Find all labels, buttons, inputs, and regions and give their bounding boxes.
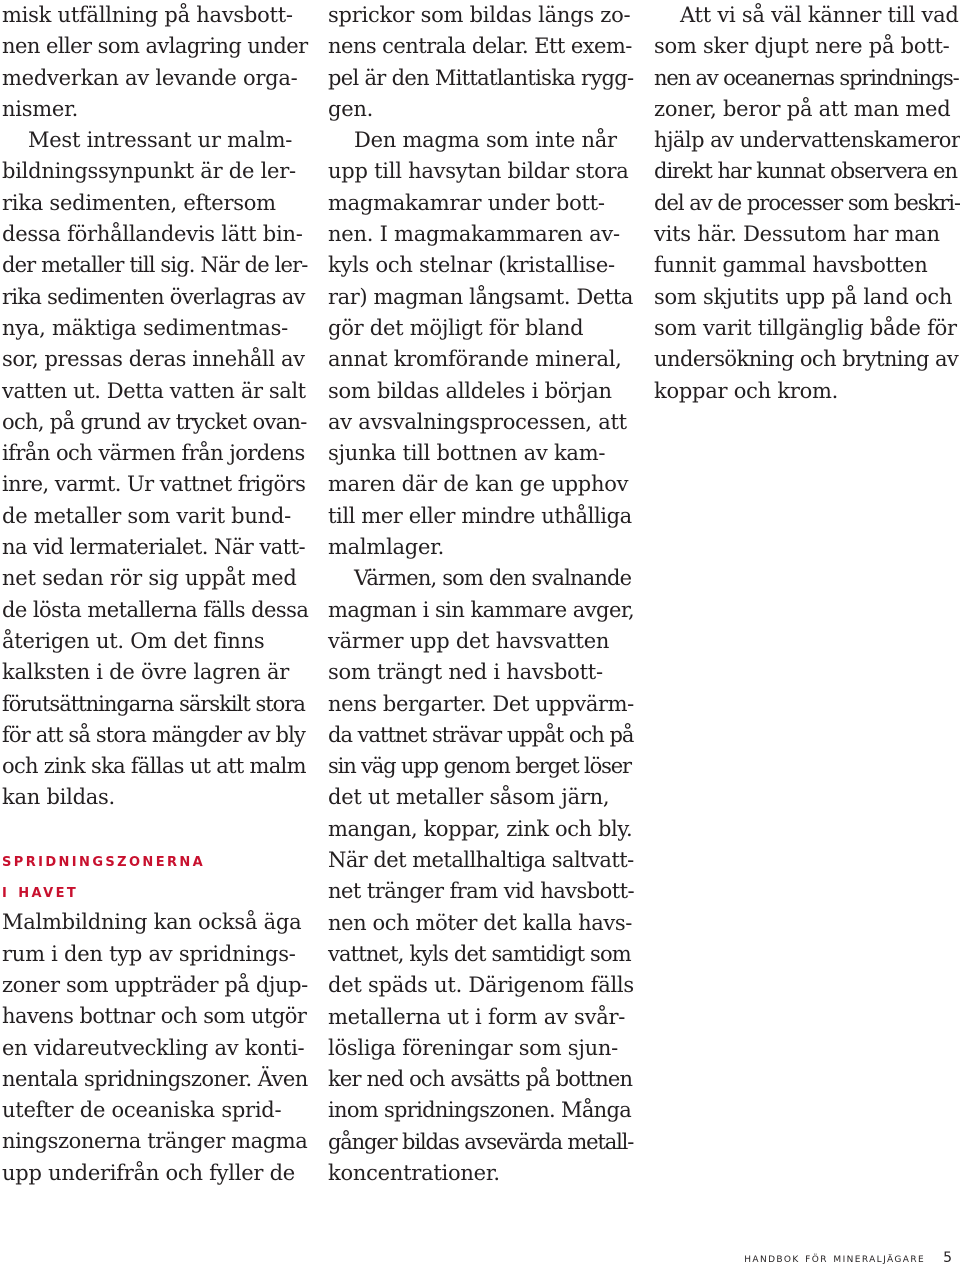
text-line: sjunka till bottnen av kam-	[328, 441, 606, 466]
text-line: vatten ut. Detta vatten är salt	[2, 378, 306, 403]
text-line: hjälp av undervattenskameror	[654, 128, 960, 153]
text-line: funnit gammal havsbotten	[654, 253, 928, 278]
text-line: som trängt ned i havsbott-	[328, 660, 603, 685]
text-line: na vid lermaterialet. När vatt-	[2, 535, 306, 560]
text-line: När det metallhaltiga saltvatt-	[328, 848, 634, 873]
text-line: av avsvalningsprocessen, att	[328, 409, 627, 434]
text-line: maren där de kan ge upphov	[328, 472, 629, 497]
running-footer-title: handbok för mineraljägare	[744, 1251, 926, 1266]
text-line: zoner, beror på att man med	[654, 96, 951, 121]
text-line: magman i sin kammare avger,	[328, 597, 635, 622]
text-line: inre, varmt. Ur vattnet frigörs	[2, 472, 306, 497]
text-line: nya, mäktiga sedimentmas-	[2, 315, 288, 340]
text-line: nen eller som avlagring under	[2, 34, 308, 59]
text-line: zoner som uppträder på djup-	[2, 972, 308, 997]
text-line: nen av oceanernas sprindnings-	[654, 65, 959, 90]
text-line: kalksten i de övre lagren är	[2, 660, 290, 685]
text-line: som varit tillgänglig både för	[654, 315, 957, 340]
text-line: rika sedimenten, eftersom	[2, 190, 276, 215]
section-heading	[2, 845, 308, 908]
page-footer	[744, 1250, 952, 1266]
text-line: gen.	[328, 96, 374, 121]
text-line: direkt har kunnat observera en	[654, 159, 957, 184]
text-line: Den magma som inte når	[354, 128, 617, 153]
text-line: magmakamrar under bott-	[328, 190, 605, 215]
text-line: medverkan av levande orga-	[2, 65, 298, 90]
text-line: det ut metaller såsom järn,	[328, 785, 610, 810]
text-line: kan bildas.	[2, 785, 115, 810]
text-line: der metaller till sig. När de ler-	[2, 253, 308, 278]
text-line: sprickor som bildas längs zo-	[328, 3, 631, 27]
text-line: till mer eller mindre uthålliga	[328, 503, 632, 528]
section-heading-line: i havet	[2, 880, 79, 903]
text-line: rar) magman långsamt. Detta	[328, 284, 634, 309]
text-line: för att så stora mängder av bly	[2, 722, 305, 747]
text-line: koppar och krom.	[654, 378, 839, 403]
text-line: ifrån och värmen från jordens	[2, 441, 305, 466]
text-line: förutsättningarna särskilt stora	[2, 691, 305, 716]
text-line: net tränger fram vid havsbott-	[328, 879, 635, 904]
text-line: nens centrala delar. Ett exem-	[328, 34, 632, 59]
text-line: inom spridningszonen. Många	[328, 1098, 632, 1123]
text-line: bildningssynpunkt är de ler-	[2, 159, 296, 184]
text-line: net sedan rör sig uppåt med	[2, 566, 297, 591]
text-line: undersökning och brytning av	[654, 347, 959, 372]
text-line: nismer.	[2, 96, 79, 121]
text-line: misk utfällning på havsbott-	[2, 3, 293, 27]
text-line: ningszonerna tränger magma	[2, 1129, 308, 1154]
text-line: annat kromförande mineral,	[328, 347, 622, 372]
text-line: utefter de oceaniska sprid-	[2, 1098, 282, 1123]
text-line: sor, pressas deras innehåll av	[2, 347, 305, 372]
text-line: upp till havsytan bildar stora	[328, 159, 629, 184]
text-line: Mest intressant ur malm-	[28, 128, 293, 153]
column-1	[2, 0, 308, 1189]
text-line: ker ned och avsätts på bottnen	[328, 1067, 633, 1092]
text-line: rum i den typ av spridnings-	[2, 941, 296, 966]
text-line: gör det möjligt för bland	[328, 315, 584, 340]
text-line: lösliga föreningar som sjun-	[328, 1035, 618, 1060]
text-line: Värmen, som den svalnande	[354, 566, 632, 591]
text-line: det späds ut. Därigenom fälls	[328, 973, 634, 998]
text-line: Att vi så väl känner till vad	[680, 3, 959, 27]
text-line: upp underifrån och fyller de	[2, 1160, 295, 1185]
text-line: da vattnet strävar uppåt och på	[328, 722, 634, 747]
text-line: dessa förhållandevis lätt bin-	[2, 222, 303, 247]
text-line: en vidareutveckling av konti-	[2, 1035, 305, 1060]
page-number: 5	[943, 1250, 952, 1266]
text-line: havens bottnar och som utgör	[2, 1004, 307, 1029]
text-line: metallerna ut i form av svår-	[328, 1004, 626, 1029]
text-line: rika sedimenten överlagras av	[2, 284, 305, 309]
text-line: vits här. Dessutom har man	[654, 222, 940, 247]
text-line: de metaller som varit bund-	[2, 503, 291, 528]
text-line: malmlager.	[328, 535, 445, 560]
text-line: och zink ska fällas ut att malm	[2, 754, 306, 779]
text-line: koncentrationer.	[328, 1160, 500, 1185]
text-line: som bildas alldeles i början	[328, 378, 612, 403]
text-line: återigen ut. Om det finns	[2, 628, 265, 653]
text-line: som skjutits upp på land och	[654, 284, 953, 309]
column-3	[654, 0, 960, 407]
text-line: gånger bildas avsevärda metall-	[328, 1129, 634, 1154]
section-heading-line: spridningszonerna	[2, 848, 206, 871]
text-line: del av de processer som beskri-	[654, 190, 960, 215]
text-line: kyls och stelnar (kristallise-	[328, 253, 615, 278]
column-2	[328, 0, 634, 1189]
text-line: värmer upp det havsvatten	[328, 628, 610, 653]
text-line: vattnet, kyls det samtidigt som	[328, 941, 631, 966]
text-line: mangan, koppar, zink och bly.	[328, 816, 633, 841]
text-line: nen. I magmakammaren av-	[328, 222, 620, 247]
text-line: sin väg upp genom berget löser	[328, 754, 631, 779]
text-line: pel är den Mittatlantiska rygg-	[328, 65, 634, 90]
text-line: nentala spridningszoner. Även	[2, 1066, 308, 1091]
text-line: Malmbildning kan också äga	[2, 910, 302, 935]
text-line: som sker djupt nere på bott-	[654, 34, 950, 59]
text-line: och, på grund av trycket ovan-	[2, 409, 307, 434]
text-line: nen och möter det kalla havs-	[328, 910, 632, 935]
text-line: nens bergarter. Det uppvärm-	[328, 691, 634, 716]
text-line: de lösta metallerna fälls dessa	[2, 597, 309, 622]
